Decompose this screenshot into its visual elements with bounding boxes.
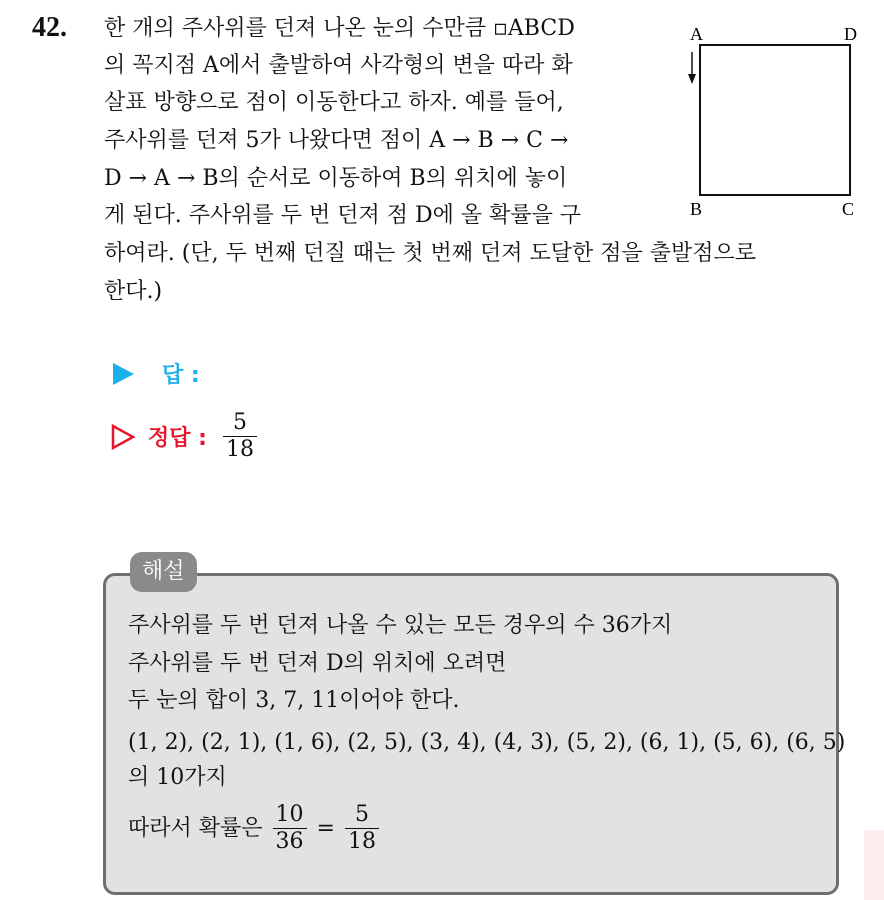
correct-answer-row [110, 410, 261, 463]
solution-line-1: 주사위를 두 번 던져 나올 수 있는 모든 경우의 수 36가지 [128, 613, 673, 638]
play-filled-icon [110, 361, 136, 387]
vertex-label-a: A [690, 24, 703, 44]
solution-line-4: (1, 2), (2, 1), (1, 6), (2, 5), (3, 4), (4, 3), (5, 2), (6, 1), (5, 6), (6, 5) [128, 730, 846, 755]
correct-answer-numerator: 5 [232, 410, 247, 435]
margin-tint [864, 830, 884, 900]
question-line-2: 의 꼭지점 A에서 출발하여 사각형의 변을 따라 화 [104, 53, 573, 78]
square-abcd [700, 45, 850, 195]
question-line-4: 주사위를 던져 5가 나왔다면 점이 A → B → C → [104, 128, 569, 153]
equals-sign: = [316, 815, 335, 841]
question-number: 42. [32, 12, 67, 43]
correct-answer-denominator: 18 [223, 436, 257, 463]
solution-line-3: 두 눈의 합이 3, 7, 11이어야 한다. [128, 688, 460, 713]
fraction-1-numerator: 10 [275, 802, 304, 827]
answer-row [110, 358, 200, 389]
solution-line-5: 의 10가지 [128, 765, 227, 790]
vertex-label-b: B [690, 199, 703, 219]
question-line-3: 살표 방향으로 점이 이동한다고 하자. 예를 들어, [104, 90, 564, 115]
question-line-6: 게 된다. 주사위를 두 번 던져 점 D에 올 확률을 구 [104, 203, 582, 228]
correct-answer-label: 정답 : [148, 426, 207, 451]
question-line-7: 하여라. (단, 두 번째 던질 때는 첫 번째 던져 도달한 점을 출발점으로 [104, 241, 757, 266]
solution-line-2: 주사위를 두 번 던져 D의 위치에 오려면 [128, 651, 507, 676]
question-line-8: 한다.) [104, 279, 163, 304]
fraction-2-numerator: 5 [354, 802, 369, 827]
solution-fraction-2 [345, 802, 379, 855]
square-figure [686, 22, 866, 222]
vertex-label-d: D [844, 24, 857, 44]
vertex-label-c: C [842, 199, 855, 219]
fraction-2-denominator: 18 [345, 828, 379, 855]
solution-final-line [128, 802, 383, 855]
arrow-head-icon [688, 74, 696, 84]
play-outline-icon [110, 424, 136, 450]
solution-tab: 해설 [130, 552, 197, 592]
question-line-5: D → A → B의 순서로 이동하여 B의 위치에 놓이 [104, 166, 568, 191]
correct-answer-fraction [223, 410, 257, 463]
solution-final-prefix: 따라서 확률은 [128, 815, 263, 841]
question-line-1: 한 개의 주사위를 던져 나온 눈의 수만큼 ▫ABCD [104, 16, 575, 41]
fraction-1-denominator: 36 [273, 828, 307, 855]
solution-fraction-1 [273, 802, 307, 855]
answer-label: 답 : [162, 363, 200, 388]
